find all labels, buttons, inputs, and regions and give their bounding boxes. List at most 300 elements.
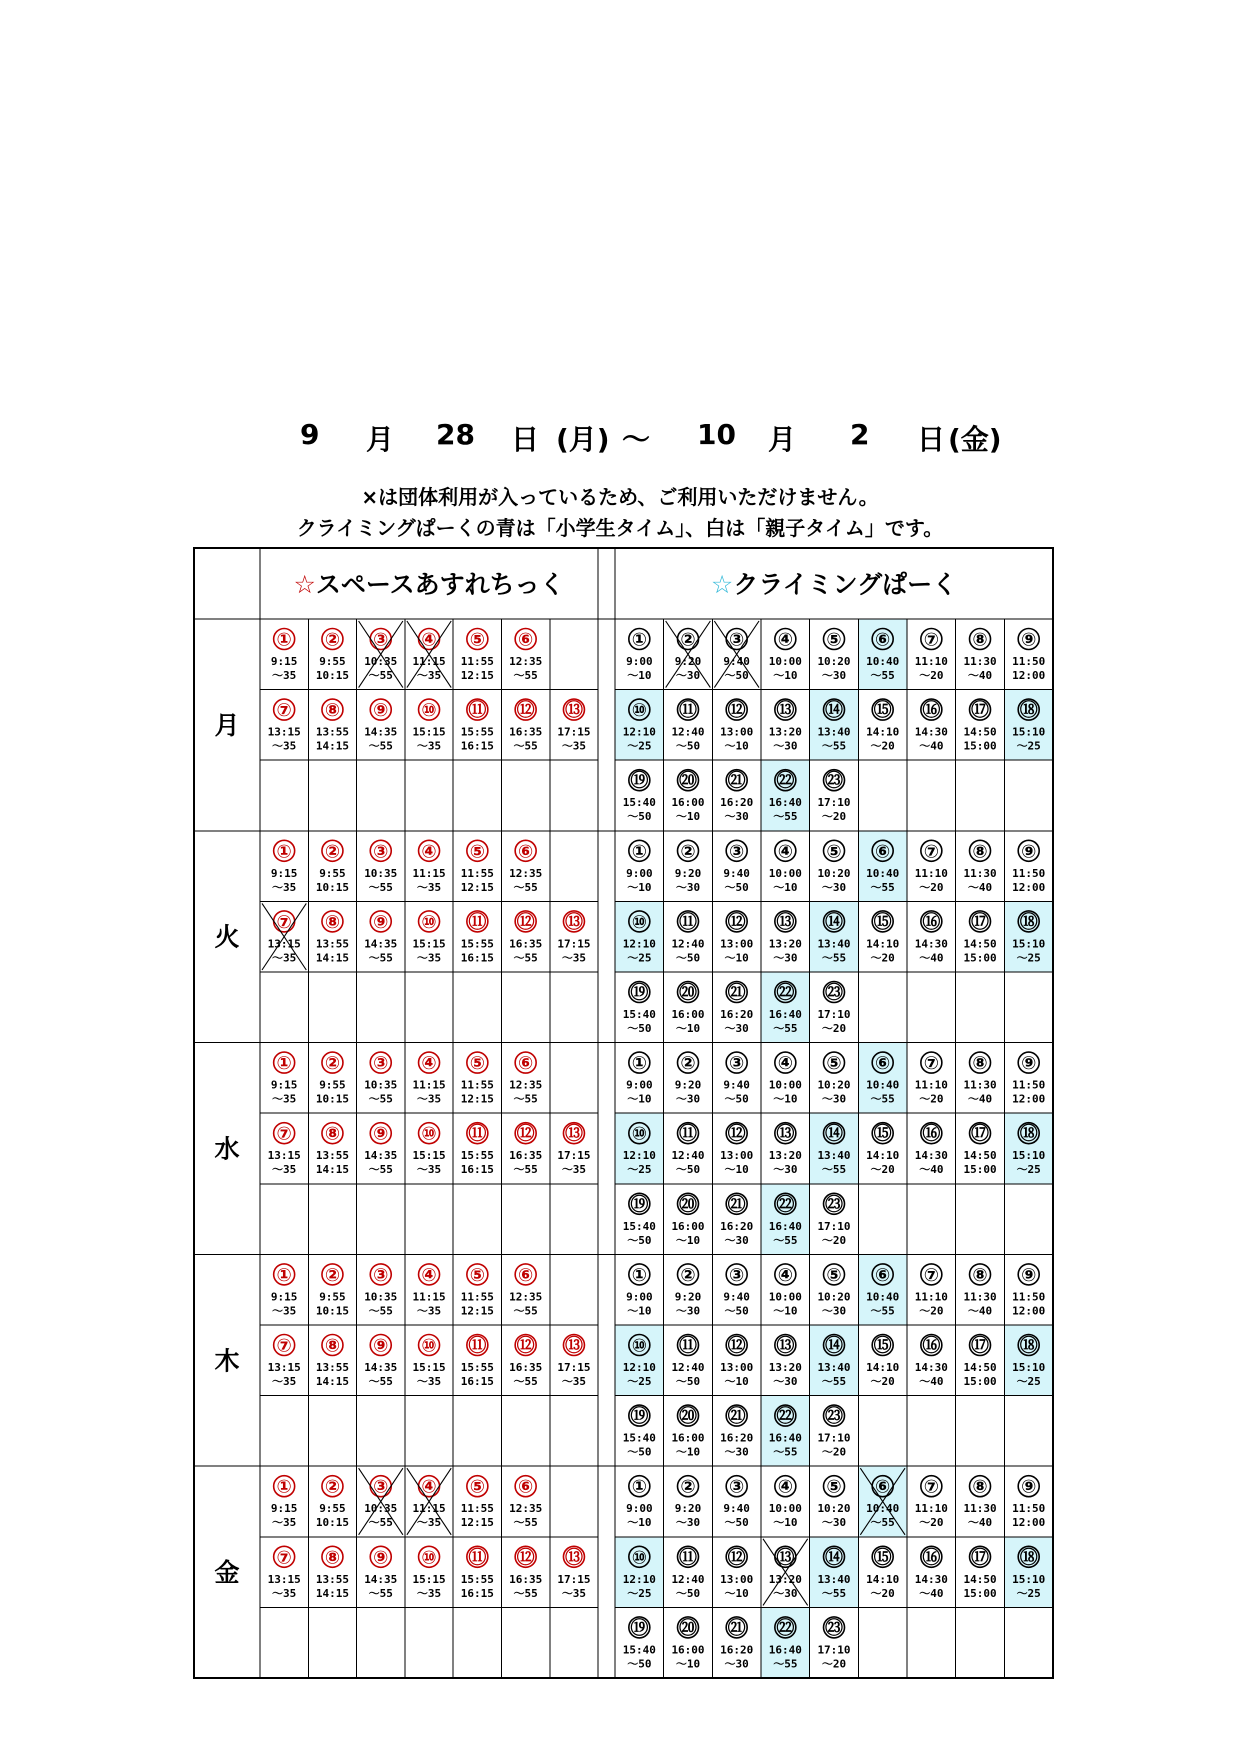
slot-number: ⑩ (421, 1547, 437, 1569)
title-day-unit-end: 日 (917, 423, 946, 456)
slot-number: ⑳ (679, 982, 698, 1004)
asobi-slot-cell (461, 629, 494, 683)
asobi-slot-cell (509, 629, 542, 683)
slot-start-time: 14:35 (364, 1149, 398, 1163)
asobi-slot-cell (412, 840, 445, 894)
slot-number: ⑤ (469, 1053, 485, 1075)
weekday-label: 水 (214, 1134, 240, 1164)
slot-end-time: ～10 (724, 951, 749, 965)
slot-start-time: 15:55 (460, 1572, 494, 1586)
slot-end-time: ～30 (773, 1586, 798, 1600)
slot-number: ③ (729, 1476, 745, 1498)
slot-end-time: ～20 (870, 1375, 895, 1388)
slot-number: ⑫ (516, 1335, 535, 1357)
slot-end-time: ～50 (675, 739, 701, 753)
slot-end-time: ～25 (627, 951, 652, 965)
climbing-slot-cell (769, 629, 802, 683)
slot-start-time: 9:20 (674, 1078, 702, 1092)
slot-number: ⑨ (373, 1547, 389, 1569)
slot-start-time: 16:00 (671, 1643, 705, 1657)
climbing-slot-cell (817, 629, 850, 683)
slot-number: ⑥ (875, 1264, 891, 1286)
slot-end-time: ～20 (870, 1163, 895, 1177)
slot-number: ④ (421, 1264, 437, 1286)
slot-number: ㉓ (825, 770, 844, 792)
climbing-slot-cell (623, 982, 656, 1036)
slot-number: ⑨ (373, 1335, 389, 1357)
slot-end-time: ～55 (513, 669, 538, 682)
slot-end-time: ～35 (561, 1163, 587, 1177)
slot-number: ⑧ (972, 1053, 988, 1075)
slot-start-time: 14:10 (866, 1149, 900, 1163)
slot-end-time: 12:00 (1012, 669, 1046, 682)
climbing-slot-cell (817, 1193, 850, 1247)
slot-end-time: 15:00 (963, 1586, 997, 1600)
slot-start-time: 10:00 (768, 1290, 802, 1304)
climbing-slot-cell (769, 699, 802, 753)
slot-number: ① (276, 841, 292, 863)
slot-number: ⑥ (875, 1476, 891, 1498)
slot-end-time: ～30 (773, 739, 798, 753)
slot-number: ⑭ (825, 911, 844, 933)
slot-number: ⑤ (826, 841, 842, 863)
slot-number: ⑮ (873, 700, 892, 722)
slot-start-time: 9:40 (723, 655, 750, 668)
slot-start-time: 17:10 (817, 1643, 851, 1657)
climbing-slot-cell (817, 982, 850, 1036)
slot-end-time: 12:15 (460, 1092, 494, 1106)
asobi-slot-cell (412, 699, 445, 753)
slot-end-time: ～55 (513, 1375, 538, 1388)
asobi-slot-cell (461, 1052, 494, 1106)
slot-number: ⑨ (373, 911, 389, 933)
slot-number: ⑧ (972, 1264, 988, 1286)
slot-end-time: ～25 (627, 1163, 652, 1177)
slot-start-time: 11:15 (412, 1502, 446, 1516)
slot-start-time: 10:00 (768, 655, 802, 668)
slot-number: ㉓ (825, 1617, 844, 1639)
climbing-slot-cell (720, 1123, 753, 1177)
slot-number: ⑫ (516, 700, 535, 722)
climbing-slot-cell (915, 1546, 948, 1600)
slot-number: ④ (777, 1053, 793, 1075)
slot-number: ① (276, 629, 292, 651)
slot-end-time: ～20 (870, 739, 895, 753)
asobi-slot-cell (271, 1476, 298, 1530)
slot-start-time: 13:20 (768, 937, 802, 951)
slot-number: ④ (777, 1476, 793, 1498)
slot-number: ㉒ (776, 1194, 795, 1216)
slot-start-time: 15:55 (460, 1361, 494, 1374)
slot-start-time: 13:15 (267, 937, 301, 951)
slot-number: ⑧ (324, 1123, 341, 1145)
slot-number: ③ (729, 1053, 745, 1075)
asobi-slot-cell (509, 840, 542, 894)
slot-end-time: ～40 (967, 1092, 993, 1106)
slot-start-time: 11:50 (1012, 866, 1046, 880)
climbing-slot-cell (963, 1264, 996, 1318)
climbing-slot-cell (963, 1123, 996, 1177)
slot-start-time: 11:55 (460, 1502, 494, 1516)
slot-start-time: 13:40 (817, 1149, 851, 1163)
slot-end-time: ～55 (368, 669, 393, 682)
slot-end-time: 12:15 (460, 1516, 494, 1530)
slot-end-time: ～20 (919, 1092, 944, 1106)
slot-end-time: ～55 (368, 1516, 393, 1530)
star-icon: ☆ (293, 570, 316, 599)
slot-number: ③ (373, 1476, 389, 1498)
title-month-unit-end: 月 (768, 423, 797, 456)
climbing-slot-cell (671, 911, 704, 965)
slot-number: ④ (777, 841, 793, 863)
slot-end-time: ～40 (919, 739, 944, 753)
slot-start-time: 13:40 (817, 1361, 851, 1374)
slot-number: ⑤ (469, 841, 485, 863)
slot-end-time: ～20 (821, 1445, 847, 1459)
slot-number: ㉓ (825, 982, 844, 1004)
slot-number: ③ (373, 629, 389, 651)
climbing-slot-cell (769, 911, 802, 965)
slot-end-time: ～55 (821, 1375, 847, 1388)
slot-start-time: 16:40 (768, 1431, 802, 1445)
slot-start-time: 9:55 (319, 1290, 346, 1304)
climbing-slot-cell (671, 770, 704, 824)
slot-number: ⑰ (971, 700, 990, 722)
slot-end-time: ～35 (416, 1304, 442, 1318)
slot-number: ⑬ (776, 1123, 795, 1145)
slot-start-time: 15:15 (412, 1361, 446, 1374)
slot-number: ⑩ (631, 911, 647, 933)
slot-start-time: 9:20 (674, 1502, 702, 1516)
slot-end-time: 12:00 (1012, 1516, 1046, 1530)
slot-start-time: 14:35 (364, 937, 398, 951)
climbing-slot-cell (963, 629, 996, 683)
slot-end-time: 10:15 (315, 880, 350, 894)
slot-number: ⑧ (972, 1476, 988, 1498)
slot-start-time: 16:20 (720, 796, 754, 810)
climbing-slot-cell (817, 1052, 850, 1106)
asobi-slot-cell (316, 629, 349, 683)
slot-start-time: 17:15 (557, 937, 591, 951)
slot-start-time: 9:15 (270, 1290, 298, 1304)
slot-number: ⑭ (825, 1547, 844, 1569)
slot-end-time: ～30 (675, 1304, 701, 1318)
climbing-slot-cell (671, 1405, 704, 1459)
slot-start-time: 17:15 (557, 1149, 591, 1163)
slot-start-time: 16:40 (768, 1008, 802, 1021)
header-climbing-park (711, 570, 957, 599)
slot-end-time: ～25 (627, 1375, 652, 1388)
slot-number: ㉓ (825, 1194, 844, 1216)
slot-number: ⑪ (468, 911, 487, 933)
slot-number: ② (324, 629, 341, 651)
slot-start-time: 10:00 (768, 866, 802, 880)
slot-end-time: ～35 (272, 1304, 297, 1318)
slot-end-time: ～20 (821, 1233, 847, 1247)
climbing-slot-cell (769, 1052, 802, 1106)
climbing-slot-cell (720, 982, 753, 1036)
slot-start-time: 16:00 (671, 1431, 705, 1445)
slot-start-time: 13:15 (267, 1572, 301, 1586)
climbing-slot-cell (860, 1468, 905, 1535)
title-day-start: 28 (436, 418, 475, 451)
slot-end-time: ～50 (724, 669, 749, 682)
slot-start-time: 17:15 (557, 1361, 591, 1374)
slot-start-time: 16:00 (671, 1219, 705, 1233)
slot-end-time: ～30 (724, 1022, 749, 1035)
title-month-start: 9 (300, 418, 320, 451)
climbing-slot-cell (763, 1539, 808, 1606)
slot-number: ⑬ (564, 1335, 583, 1357)
slot-start-time: 16:20 (720, 1431, 754, 1445)
slot-end-time: ～35 (272, 880, 297, 894)
slot-end-time: ～55 (513, 951, 538, 965)
slot-start-time: 14:30 (914, 937, 948, 951)
slot-start-time: 15:15 (412, 1572, 446, 1586)
slot-start-time: 14:35 (364, 1361, 398, 1374)
slot-number: ⑥ (875, 629, 891, 651)
climbing-slot-cell (626, 1052, 653, 1106)
slot-number: ⑱ (1019, 1547, 1038, 1569)
slot-number: ⑰ (971, 1547, 990, 1569)
slot-end-time: 10:15 (315, 669, 350, 682)
climbing-slot-cell (1012, 629, 1045, 683)
slot-number: ⑤ (469, 1264, 485, 1286)
slot-start-time: 12:35 (509, 1290, 543, 1304)
asobi-slot-cell (461, 1264, 494, 1318)
slot-start-time: 17:10 (817, 1008, 851, 1021)
slot-end-time: ～20 (821, 1657, 847, 1671)
slot-end-time: ～30 (675, 880, 701, 894)
title-weekday-end: (金) (948, 423, 1002, 456)
slot-end-time: ～50 (627, 1022, 652, 1035)
asobi-slot-cell (364, 1335, 397, 1389)
slot-start-time: 13:40 (817, 1572, 851, 1586)
slot-end-time: ～55 (368, 1304, 393, 1318)
asobi-slot-cell (461, 1476, 494, 1530)
asobi-slot-cell (557, 699, 590, 753)
slot-number: ㉑ (727, 982, 746, 1004)
slot-start-time: 14:50 (963, 1572, 997, 1586)
slot-start-time: 11:50 (1012, 1290, 1046, 1304)
slot-start-time: 10:20 (817, 1078, 851, 1092)
slot-start-time: 10:40 (866, 866, 900, 880)
slot-end-time: ～55 (368, 739, 393, 753)
slot-end-time: ～50 (724, 880, 749, 894)
slot-number: ⑮ (873, 1123, 892, 1145)
asobi-slot-cell (364, 1264, 397, 1318)
climbing-slot-cell (817, 1405, 850, 1459)
climbing-slot-cell (915, 1264, 948, 1318)
slot-end-time: ～40 (967, 880, 993, 894)
climbing-slot-cell (626, 1476, 653, 1530)
slot-start-time: 12:35 (509, 1502, 543, 1516)
slot-number: ㉑ (727, 1617, 746, 1639)
slot-number: ⑩ (421, 700, 437, 722)
asobi-slot-cell (407, 1468, 451, 1535)
slot-number: ⑥ (518, 1053, 534, 1075)
slot-end-time: ～30 (773, 1375, 798, 1388)
slot-end-time: ～10 (675, 810, 701, 824)
slot-start-time: 11:15 (412, 1290, 446, 1304)
slot-number: ⑤ (826, 1476, 842, 1498)
slot-end-time: ～40 (967, 1304, 993, 1318)
slot-start-time: 13:00 (720, 937, 754, 951)
slot-number: ⑦ (276, 911, 292, 933)
slot-end-time: ～35 (416, 1092, 442, 1106)
slot-number: ⑪ (468, 1335, 487, 1357)
climbing-slot-cell (963, 1052, 996, 1106)
slot-start-time: 9:55 (319, 655, 346, 668)
slot-start-time: 16:20 (720, 1008, 754, 1021)
slot-number: ④ (421, 841, 437, 863)
climbing-slot-cell (817, 840, 850, 894)
slot-number: ⑳ (679, 1194, 698, 1216)
slot-end-time: ～40 (919, 951, 944, 965)
climbing-slot-cell (1012, 840, 1045, 894)
climbing-slot-cell (769, 1476, 802, 1530)
slot-number: ㉑ (727, 1194, 746, 1216)
slot-number: ⑤ (469, 629, 485, 651)
asobi-slot-cell (359, 621, 403, 688)
slot-end-time: ～35 (272, 669, 297, 682)
slot-end-time: 14:15 (315, 1586, 350, 1600)
slot-start-time: 15:15 (412, 1149, 446, 1163)
slot-number: ⑱ (1019, 1123, 1038, 1145)
slot-start-time: 14:30 (914, 1572, 948, 1586)
slot-start-time: 15:10 (1012, 725, 1046, 739)
slot-start-time: 16:35 (509, 725, 543, 739)
slot-number: ⑬ (776, 700, 795, 722)
slot-number: ⑧ (972, 841, 988, 863)
slot-start-time: 14:30 (914, 1149, 948, 1163)
slot-end-time: 10:15 (315, 1516, 350, 1530)
slot-start-time: 12:10 (622, 1149, 656, 1163)
slot-end-time: ～35 (416, 669, 442, 682)
slot-start-time: 13:20 (768, 1572, 802, 1586)
climbing-slot-cell (675, 840, 702, 894)
slot-start-time: 12:35 (509, 866, 543, 880)
slot-start-time: 16:00 (671, 796, 705, 810)
slot-number: ⑥ (518, 1476, 534, 1498)
asobi-slot-cell (364, 699, 397, 753)
climbing-slot-cell (671, 1546, 704, 1600)
slot-end-time: ～55 (368, 1375, 393, 1388)
climbing-slot-cell (866, 1546, 899, 1600)
slot-end-time: ～30 (675, 669, 701, 682)
slot-number: ⑩ (421, 911, 437, 933)
climbing-slot-cell (769, 1123, 802, 1177)
slot-start-time: 9:15 (270, 1502, 298, 1516)
slot-end-time: ～55 (773, 1022, 798, 1035)
slot-end-time: ～10 (724, 1375, 749, 1388)
slot-start-time: 16:35 (509, 1361, 543, 1374)
slot-start-time: 13:15 (267, 1361, 301, 1374)
slot-number: ⑬ (564, 911, 583, 933)
asobi-slot-cell (364, 1546, 397, 1600)
slot-number: ① (276, 1476, 292, 1498)
slot-number: ⑥ (875, 1053, 891, 1075)
slot-end-time: 14:15 (315, 951, 350, 965)
slot-number: ② (680, 1476, 696, 1498)
slot-start-time: 12:35 (509, 655, 543, 668)
slot-end-time: ～55 (821, 951, 847, 965)
slot-number: ⑧ (324, 700, 341, 722)
slot-start-time: 10:35 (364, 1290, 398, 1304)
slot-end-time: ～55 (513, 880, 538, 894)
slot-end-time: ～30 (724, 1233, 749, 1247)
slot-end-time: ～55 (368, 880, 393, 894)
climbing-slot-cell (626, 1264, 653, 1318)
slot-start-time: 11:50 (1012, 655, 1046, 668)
asobi-slot-cell (407, 621, 451, 688)
slot-end-time: ～55 (368, 1163, 393, 1177)
climbing-slot-cell (963, 911, 996, 965)
slot-start-time: 12:10 (622, 1572, 656, 1586)
slot-start-time: 16:20 (720, 1219, 754, 1233)
slot-number: ⑳ (679, 1406, 698, 1428)
slot-number: ㉒ (776, 770, 795, 792)
slot-start-time: 13:20 (768, 1149, 802, 1163)
slot-end-time: ～30 (773, 1163, 798, 1177)
asobi-slot-cell (268, 1335, 301, 1389)
slot-end-time: ～50 (675, 951, 701, 965)
slot-start-time: 16:00 (671, 1008, 705, 1021)
slot-start-time: 9:40 (723, 1290, 750, 1304)
slot-end-time: ～55 (773, 1657, 798, 1671)
slot-end-time: 16:15 (460, 951, 494, 965)
slot-start-time: 15:40 (622, 1219, 656, 1233)
climbing-slot-cell (723, 1476, 750, 1530)
slot-start-time: 11:55 (460, 655, 494, 668)
climbing-slot-cell (671, 1193, 704, 1247)
slot-number: ② (680, 1053, 696, 1075)
slot-start-time: 9:40 (723, 1502, 750, 1516)
climbing-slot-cell (671, 699, 704, 753)
slot-end-time: ～25 (627, 1586, 652, 1600)
slot-number: ⑫ (516, 911, 535, 933)
slot-number: ② (680, 629, 696, 651)
slot-end-time: ～10 (724, 739, 749, 753)
slot-start-time: 16:40 (768, 796, 802, 810)
slot-end-time: ～55 (821, 1586, 847, 1600)
slot-number: ⑪ (679, 1123, 698, 1145)
climbing-slot-cell (723, 1052, 750, 1106)
slot-number: ⑱ (1019, 911, 1038, 933)
asobi-slot-cell (461, 911, 494, 965)
climbing-slot-cell (671, 1123, 704, 1177)
slot-start-time: 14:10 (866, 1572, 900, 1586)
slot-number: ④ (777, 1264, 793, 1286)
slot-start-time: 10:00 (768, 1078, 802, 1092)
slot-end-time: ～30 (724, 810, 749, 824)
slot-number: ⑬ (564, 1123, 583, 1145)
slot-start-time: 15:10 (1012, 1149, 1046, 1163)
slot-end-time: 12:15 (460, 669, 494, 682)
slot-end-time: 16:15 (460, 1586, 494, 1600)
climbing-slot-cell (626, 629, 653, 683)
slot-number: ⑪ (679, 911, 698, 933)
asobi-slot-cell (316, 1264, 349, 1318)
slot-end-time: ～10 (724, 1163, 749, 1177)
climbing-slot-cell (915, 629, 948, 683)
slot-number: ① (631, 1476, 647, 1498)
slot-end-time: ～10 (675, 1233, 701, 1247)
slot-end-time: ～55 (368, 951, 393, 965)
climbing-slot-cell (714, 621, 759, 688)
slot-number: ⑦ (923, 1264, 939, 1286)
slot-number: ① (631, 841, 647, 863)
